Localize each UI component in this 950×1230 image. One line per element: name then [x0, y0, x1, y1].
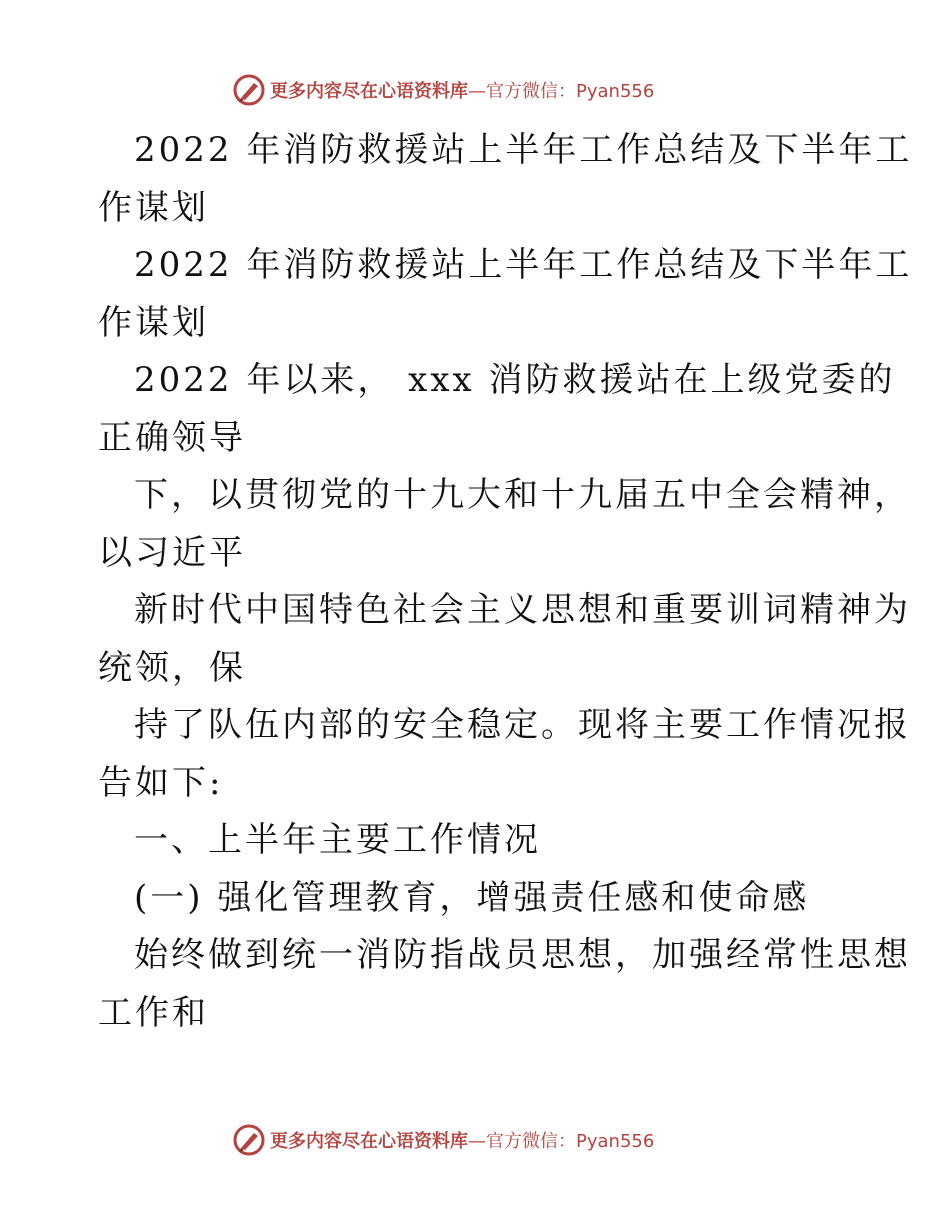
footer-contact-label: 官方微信：	[486, 1131, 576, 1152]
footer-brand: 更多内容尽在心语资料库	[270, 1131, 468, 1152]
pen-logo-icon	[232, 1123, 266, 1157]
footer-wechat-id: Pyan556	[576, 1131, 655, 1152]
footer-banner[interactable]	[232, 1122, 732, 1158]
body-line-4: 以习近平	[98, 532, 246, 573]
body-line-9: 始终做到统一消防指战员思想，加强经常性思想	[134, 935, 911, 975]
footer-dash: —	[468, 1131, 486, 1152]
title-line-2: 作谋划	[98, 187, 209, 228]
header-wechat-id: Pyan556	[576, 81, 655, 102]
footer-banner-text	[270, 1127, 654, 1153]
header-banner[interactable]	[232, 72, 732, 108]
title-repeat-line-1: 2022 年消防救援站上半年工作总结及下半年工	[134, 245, 913, 285]
pen-logo-icon	[232, 73, 266, 107]
body-line-3: 下，以贯彻党的十九大和十九届五中全会精神，	[134, 475, 911, 515]
subsection-heading-1: (一) 强化管理教育，增强责任感和使命感	[134, 877, 810, 918]
body-line-2: 正确领导	[98, 417, 246, 458]
header-contact-label: 官方微信：	[486, 81, 576, 102]
title-line-1: 2022 年消防救援站上半年工作总结及下半年工	[134, 130, 913, 170]
body-line-1: 2022 年以来， xxx 消防救援站在上级党委的	[134, 360, 896, 400]
header-banner-text	[270, 77, 654, 103]
header-dash: —	[468, 81, 486, 102]
body-line-8: 告如下:	[98, 762, 224, 803]
section-heading-1: 一、上半年主要工作情况	[134, 820, 541, 860]
header-brand: 更多内容尽在心语资料库	[270, 81, 468, 102]
body-line-5: 新时代中国特色社会主义思想和重要训词精神为	[134, 590, 911, 630]
document-body	[98, 122, 913, 1042]
body-line-10: 工作和	[98, 992, 209, 1033]
body-line-7: 持了队伍内部的安全稳定。现将主要工作情况报	[134, 705, 911, 745]
body-line-6: 统领，保	[98, 647, 246, 688]
title-repeat-line-2: 作谋划	[98, 302, 209, 343]
